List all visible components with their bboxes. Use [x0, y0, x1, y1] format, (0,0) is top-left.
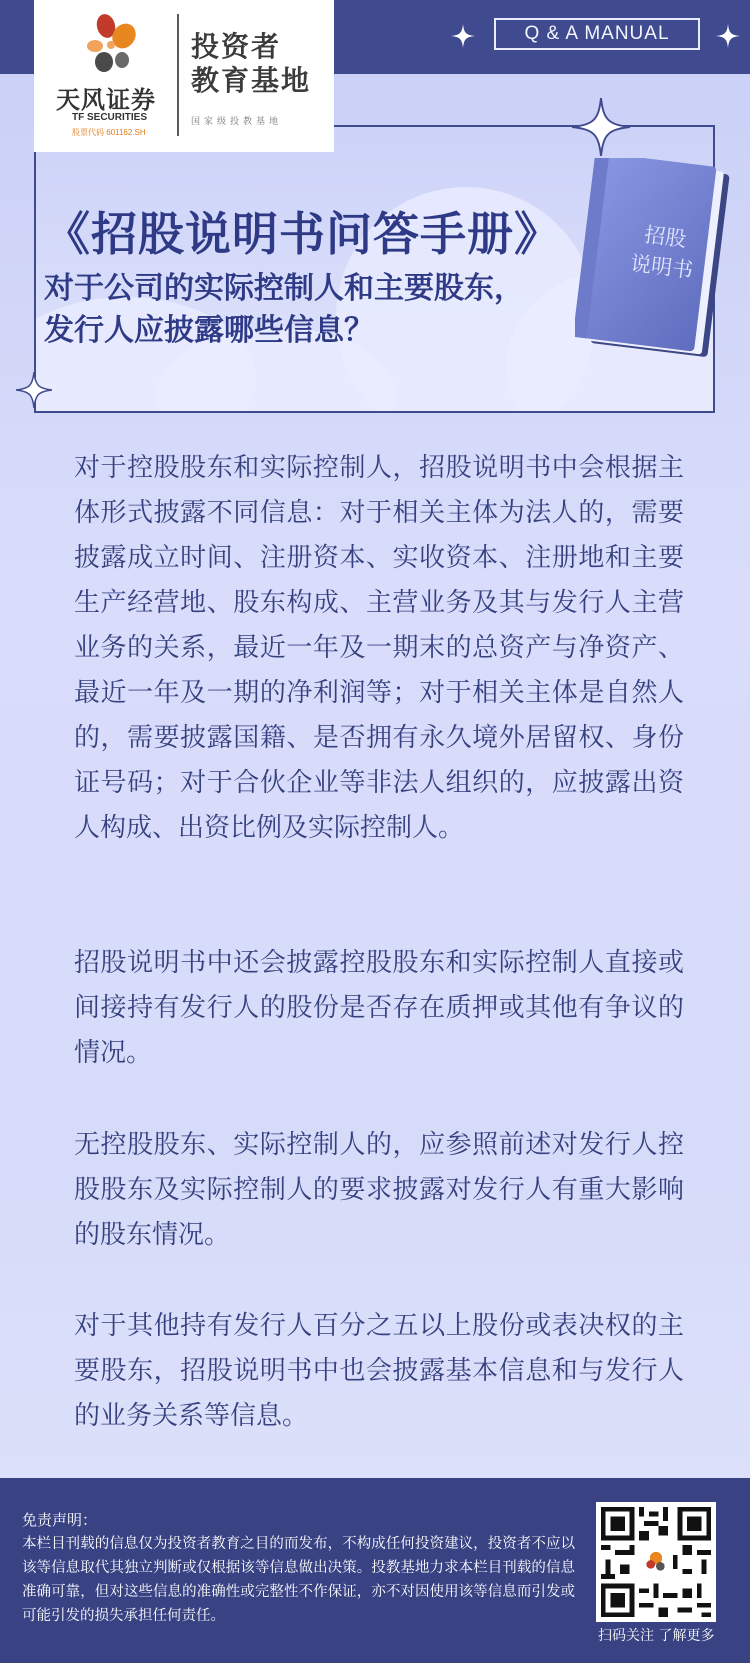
book-label — [629, 218, 699, 285]
qr-caption: 扫码关注 了解更多 — [598, 1628, 715, 1644]
disclaimer-title: 免责声明： — [22, 1511, 98, 1529]
body-paragraph: 对于控股股东和实际控制人，招股说明书中会根据主体形式披露不同信息：对于相关主体为法人的，需要披露成立时间、注册资本、实收资本、注册地和主要生产经营地、股东构成、主营业务及其与发行人主营业务的关系，最近一年及一期末的总资产与净资产、最近一年及一期的净利润等；对于相关主体是自然人的，需要披露国籍、是否拥有永久境外居留权、身份证号码；对于合伙企业等非法人组织的，应披露出资人构成、出资比例及实际控制人。 — [74, 453, 684, 843]
sparkle-star-icon — [716, 24, 740, 48]
disclaimer-text: 本栏目刊载的信息仅为投资者教育之目的而发布，不构成任何投资建议，投资者不应以该等信息取代其独立判断或仅根据该等信息做出决策。投教基地力求本栏目刊载的信息准确可靠，但对这些信息的准确性或完整性不作保证，亦不对因使用该等信息而引发或可能引发的损失承担任何责任。 — [22, 1536, 575, 1624]
brand-name-cn: 天风证券 — [56, 86, 156, 114]
page-title: 《招股说明书问答手册》 — [44, 207, 561, 261]
qr-code[interactable] — [596, 1502, 716, 1622]
flower-logo-icon — [82, 12, 142, 78]
book-label-line2: 说明书 — [628, 251, 695, 283]
edu-base-title — [191, 30, 311, 98]
qr-code-pattern — [596, 1502, 716, 1622]
edu-title-line1: 投资者 — [191, 30, 282, 63]
qa-manual-badge: Q & A MANUAL — [494, 18, 700, 50]
sparkle-star-icon — [572, 98, 630, 156]
brand-name-en: TF SECURITIES — [72, 112, 148, 123]
page-subtitle — [44, 268, 524, 352]
body-paragraph: 招股说明书中还会披露控股股东和实际控制人直接或间接持有发行人的股份是否存在质押或其他有争议的情况。 — [74, 948, 684, 1068]
logo-divider — [177, 14, 179, 136]
edu-title-line2: 教育基地 — [191, 64, 312, 97]
edu-base-subtitle: 国家级投教基地 — [191, 117, 283, 127]
body-paragraph: 对于其他持有发行人百分之五以上股份或表决权的主要股东，招股说明书中也会披露基本信息和与发行人的业务关系等信息。 — [74, 1311, 684, 1431]
stock-code: 股票代码 601162.SH — [72, 128, 146, 137]
sparkle-star-icon — [16, 372, 52, 408]
brand-logo-card — [34, 0, 334, 152]
subtitle-line1: 对于公司的实际控制人和主要股东， — [44, 271, 524, 306]
body-paragraph: 无控股股东、实际控制人的，应参照前述对发行人控股股东及实际控制人的要求披露对发行人有重大影响的股东情况。 — [74, 1130, 684, 1250]
book-label-line1: 招股 — [643, 222, 688, 252]
subtitle-line2: 发行人应披露哪些信息？ — [44, 313, 374, 348]
sparkle-star-icon — [451, 24, 475, 48]
